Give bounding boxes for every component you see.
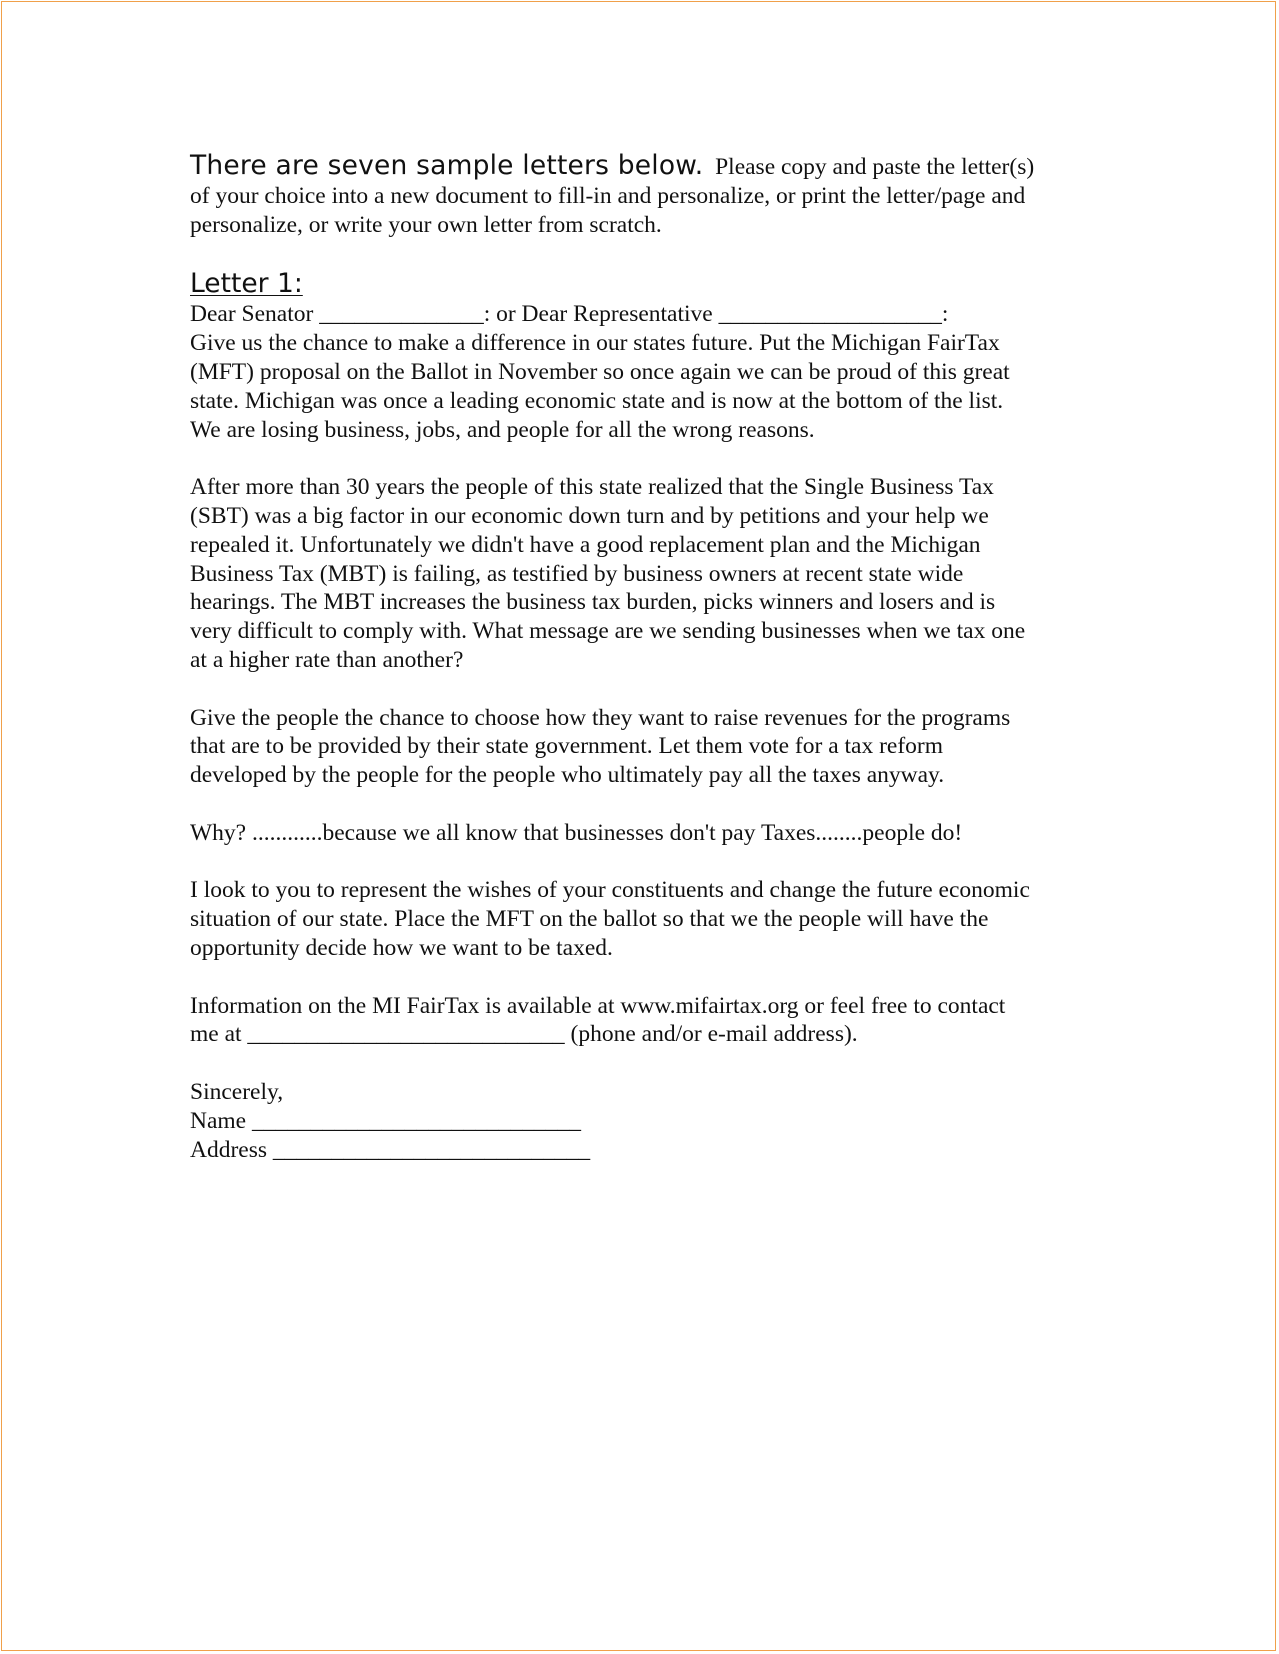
paragraph-line: Give us the chance to make a difference in our states future. Put the Michigan FairTax [190,330,1000,357]
intro-line: personalize, or write your own letter from scratch. [190,211,662,238]
letter-closing [190,1078,1090,1164]
letter-paragraph [190,992,1090,1050]
intro-line: of your choice into a new document to fill-in and personalize, or print the letter/page and [190,182,1026,209]
address-line: Address ___________________________ [190,1136,591,1163]
paragraph-line: that are to be provided by their state government. Let them vote for a tax reform [190,733,944,760]
letter-paragraph [190,819,1090,848]
paragraph-line: I look to you to represent the wishes of your constituents and change the future economic [190,877,1030,904]
paragraph-line: opportunity decide how we want to be taxed. [190,934,613,961]
letter-paragraph [190,329,1090,444]
letter-heading-wrap [190,269,1090,300]
paragraph-line: me at ___________________________ (phone and/or e-mail address). [190,1021,858,1048]
paragraph-line: Give the people the chance to choose how they want to raise revenues for the programs [190,704,1011,731]
document-body [190,152,1090,1164]
paragraph-line: hearings. The MBT increases the business tax burden, picks winners and losers and is [190,589,996,616]
salutation: Dear Senator ______________: or Dear Representative ___________________: [190,301,949,328]
paragraph-line: situation of our state. Place the MFT on the ballot so that we the people will have the [190,906,989,933]
paragraph-line: (MFT) proposal on the Ballot in November so once again we can be proud of this great [190,358,1010,385]
paragraph-line: (SBT) was a big factor in our economic down turn and by petitions and your help we [190,502,989,529]
paragraph-line: repealed it. Unfortunately we didn't have a good replacement plan and the Michigan [190,531,981,558]
paragraph-line: Business Tax (MBT) is failing, as testified by business owners at recent state wide [190,560,964,587]
sign-off: Sincerely, [190,1078,284,1105]
letter-paragraph [190,473,1090,675]
intro-paragraph [190,152,1090,239]
intro-text: Please copy and paste the letter(s) [715,154,1035,180]
paragraph-line: state. Michigan was once a leading economic state and is now at the bottom of the list. [190,387,1004,414]
intro-lead: There are seven sample letters below. [190,150,704,181]
paragraph-line: After more than 30 years the people of this state realized that the Single Business Tax [190,474,994,501]
paragraph-line: very difficult to comply with. What message are we sending businesses when we tax one [190,618,1026,645]
paragraph-line: Why? ............because we all know that businesses don't pay Taxes........people do! [190,819,963,846]
name-line: Name ____________________________ [190,1107,581,1134]
paragraph-line: We are losing business, jobs, and people for all the wrong reasons. [190,416,815,443]
paragraph-line: developed by the people for the people who ultimately pay all the taxes anyway. [190,762,945,789]
letter-heading: Letter 1: [190,268,303,300]
paragraph-line: at a higher rate than another? [190,646,464,673]
intro-line [190,152,1090,182]
letter-paragraph [190,876,1090,962]
paragraph-line: Information on the MI FairTax is available at www.mifairtax.org or feel free to contact [190,992,1006,1019]
letter-paragraph [190,704,1090,790]
